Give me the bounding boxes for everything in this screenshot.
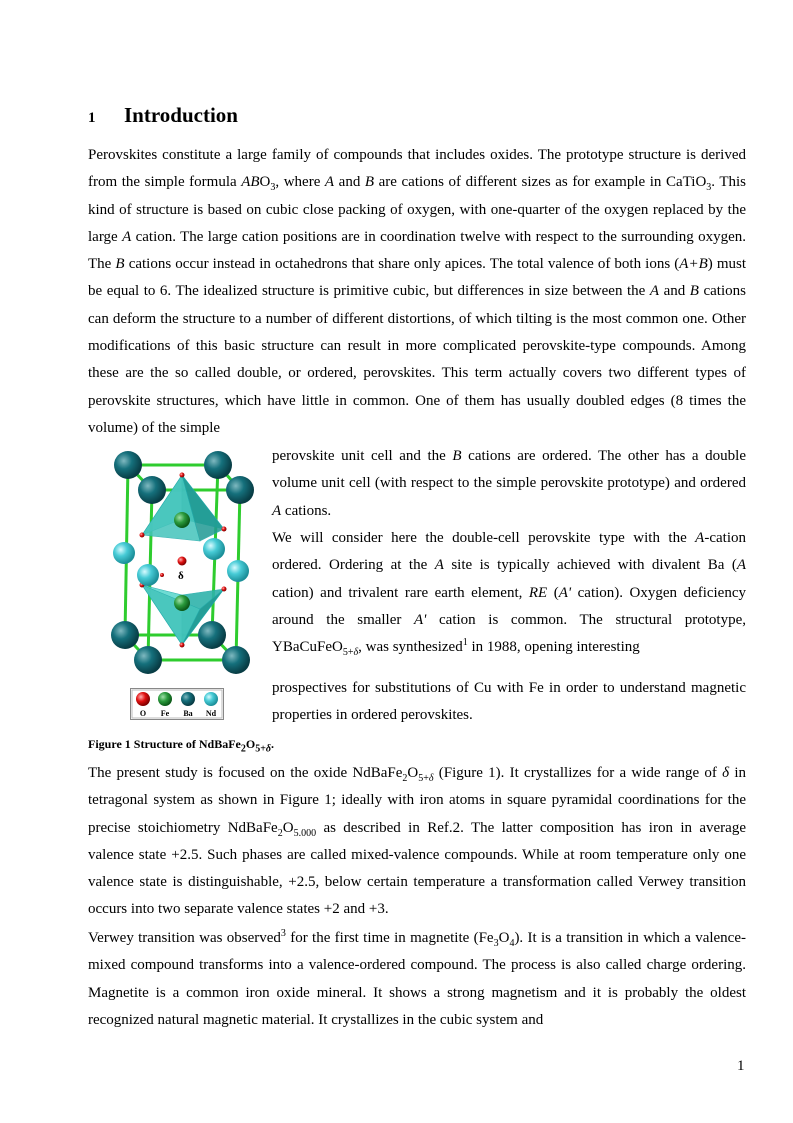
figure-caption: Figure 1 Structure of $NdBaFe_2O_{5+\delta}$. (88, 737, 275, 755)
legend-label-ba: Ba (183, 709, 193, 718)
crystal-structure-figure (100, 445, 260, 685)
paragraph-verwey: Verwey transition was observed$^3$ for the first time in magnetite $(Fe_3O_4)$. It is a transition in which a valence-mixed compound transforms into a valence-ordered compound. The process is also called charge ordering. Magnetite is a common iron oxide mineral. It shows a strong magnetism and it is probably the oldest recognized natural magnetic material. It crystallizes in the cubic system and (88, 928, 746, 1028)
paragraph-present-study: The present study is focused on the oxide $NdBaFe_2O_{5+\delta}$ (Figure 1). It crystallizes for a wide range of δ in tetragonal system as shown in Figure 1; ideally with iron atoms in square pyramidal coordinations for the precise stoichiometry $NdBaFe_2O_{5.000}$ as described in Ref.2. The latter composition has iron in average valence state +2.5. Such phases are called mixed-valence compounds. While at room temperature only one valence state is distinguishable, +2.5, below certain temperature a transformation called Verwey transition occurs into two separate valence states +2 and +3. (88, 765, 746, 918)
section-title: Introduction (124, 103, 238, 127)
paragraph-perovskites: Perovskites constitute a large family of compounds that includes oxides. The prototype structure is derived from the simple formula $ABO_3$, where A and B are cations of different sizes as for example in CaTiO$_3$. This kind of structure is based on cubic close packing of oxygen, with one-quarter of the oxygen replaced by the large A cation. The large cation positions are in coordination twelve with respect to the surrounding oxygen. The B cations occur instead in octahedrons that share only apices. The total valence of both ions (A+B) must be equal to 6. The idealized structure is primitive cubic, but differences in size between the A and B cations can deform the structure to a number of different distortions, of which tilting is the most common one. Other modifications of this basic structure can result in more complicated perovskite-type compounds. Among these are the so called double, or ordered, perovskites. This term actually covers two different types of perovskite structures, which have little in common. One of them has usually doubled edges (8 times the volume) of the simple (88, 147, 746, 436)
paragraph-ordered-perovskites: perovskite unit cell and the B cations are ordered. The other has a double volume unit cell (with respect to the simple perovskite prototype) and ordered A cations. (272, 448, 747, 519)
paragraph-double-cell: We will consider here the double-cell perovskite type with the A-cation ordered. Ordering at the A site is typically achieved with divalent Ba (A cation) and trivalent rare earth element, RE (A' cation). Oxygen deficiency around the smaller A' cation is common. The structural prototype, YBaCuFeO$_{5+\delta}$, was synthesized$^1$ in 1988, opening interesting (272, 530, 746, 659)
figure-legend (130, 688, 224, 720)
page-number: 1 (737, 1058, 745, 1074)
section-number: 1 (88, 110, 96, 126)
legend-label-nd: Nd (205, 709, 217, 718)
paragraph-prospectives: prospectives for substitutions of Cu with Fe in order to understand magnetic properties in ordered perovskites. (272, 680, 746, 724)
section-heading (88, 103, 238, 128)
legend-label-o: O (139, 709, 147, 718)
legend-label-fe: Fe (160, 709, 170, 718)
delta-label: δ (178, 570, 184, 582)
